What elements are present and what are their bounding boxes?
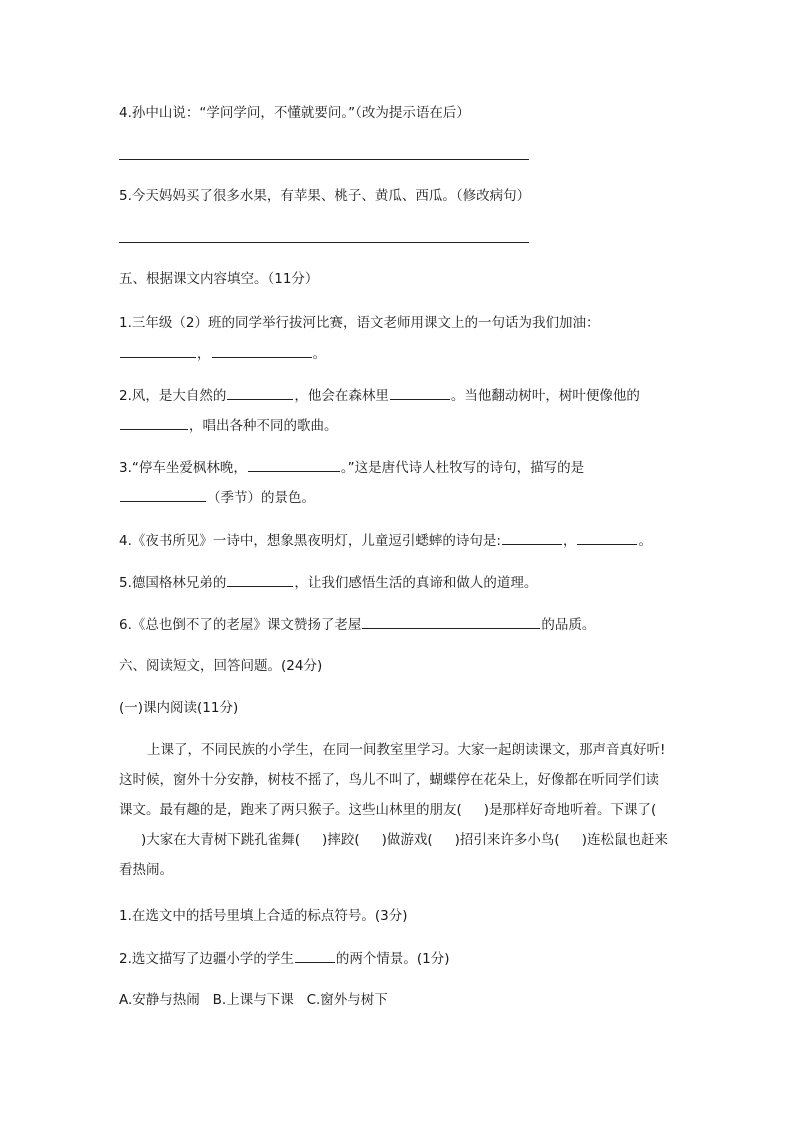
text: 2.风，是大自然的	[119, 388, 227, 404]
section5-title: 五、根据课文内容填空。（11分）	[119, 271, 319, 287]
section6-subtitle: (一)课内阅读(11分)	[119, 700, 239, 716]
s5-item2	[119, 385, 640, 406]
text: ，让我们感悟生活的真谛和做人的道理。	[294, 575, 538, 591]
blank[interactable]	[120, 415, 188, 430]
s5-item3-cont	[119, 487, 315, 508]
paren-blank[interactable]	[560, 825, 582, 855]
s6-q2-options: A.安静与热闹 B.上课与下课 C.窗外与树下	[119, 992, 388, 1008]
text: 的品质。	[541, 617, 596, 633]
blank[interactable]	[295, 948, 335, 963]
blank[interactable]	[577, 530, 637, 545]
passage-line	[119, 825, 679, 855]
s5-item3	[119, 457, 584, 478]
q5-answer-line[interactable]	[119, 242, 529, 243]
blank[interactable]	[227, 385, 293, 400]
text: )招引来许多小鸟(	[454, 832, 560, 848]
paren-blank[interactable]	[300, 825, 322, 855]
text: 6.《总也倒不了的老屋》课文赞扬了老屋	[119, 617, 362, 633]
s5-item6	[119, 614, 595, 635]
q4-answer-line[interactable]	[119, 159, 529, 160]
text: ，唱出各种不同的歌曲。	[189, 418, 338, 434]
blank[interactable]	[362, 614, 540, 629]
blank[interactable]	[120, 343, 196, 358]
blank[interactable]	[212, 343, 312, 358]
reading-passage	[119, 735, 679, 885]
text: )摔跤(	[322, 832, 360, 848]
text: 3.“停车坐爱枫林晚，	[119, 460, 247, 476]
blank[interactable]	[248, 457, 340, 472]
paren-blank[interactable]	[119, 825, 141, 855]
s5-item5	[119, 572, 537, 593]
s5-item1-blanks	[119, 343, 326, 364]
s6-q2	[119, 948, 450, 969]
text: ，他会在森林里	[294, 388, 389, 404]
s5-item2-cont	[119, 415, 338, 436]
period: 。	[638, 533, 652, 549]
text: 2.选文描写了边疆小学的学生	[119, 951, 294, 967]
s5-item1: 1.三年级（2）班的同学举行拔河比赛，语文老师用课文上的一句话为我们加油：	[119, 315, 600, 331]
q5-text: 5.今天妈妈买了很多水果，有苹果、桃子、黄瓜、西瓜。（修改病句）	[119, 188, 531, 204]
blank[interactable]	[227, 572, 293, 587]
paren-blank[interactable]	[433, 825, 455, 855]
s6-q1: 1.在选文中的括号里填上合适的标点符号。(3分)	[119, 908, 408, 924]
blank[interactable]	[390, 385, 450, 400]
s5-item4	[119, 530, 652, 551]
text: 5.德国格林兄弟的	[119, 575, 227, 591]
text: 。当他翻动树叶，树叶便像他的	[450, 388, 640, 404]
passage-line: 这时候，窗外十分安静，树枝不摇了，鸟儿不叫了，蝴蝶停在花朵上，好像都在听同学们读	[119, 772, 659, 788]
period: 。	[312, 346, 326, 362]
text: 的两个情景。(1分)	[335, 951, 450, 967]
comma: ，	[197, 346, 211, 362]
text: )是那样好奇地听着。下课了(	[483, 802, 657, 818]
paren-blank[interactable]	[360, 825, 382, 855]
text: )连松鼠也赶来	[581, 832, 668, 848]
text: )大家在大青树下跳孔雀舞(	[141, 832, 301, 848]
q4-text: 4.孙中山说：“学问学问，不懂就要问。”（改为提示语在后）	[119, 105, 470, 121]
text: （季节）的景色。	[207, 490, 315, 506]
passage-line	[119, 795, 679, 825]
text: 课文。最有趣的是，跑来了两只猴子。这些山林里的朋友(	[119, 802, 462, 818]
text: )做游戏(	[381, 832, 433, 848]
paren-blank[interactable]	[462, 795, 484, 825]
section6-title: 六、阅读短文，回答问题。(24分)	[119, 658, 323, 674]
comma: ，	[562, 533, 577, 549]
blank[interactable]	[120, 487, 206, 502]
text: 。”这是唐代诗人杜牧写的诗句，描写的是	[340, 460, 585, 476]
passage-line: 上课了，不同民族的小学生，在同一间教室里学习。大家一起朗读课文，那声音真好听!	[147, 742, 666, 758]
text: 4.《夜书所见》一诗中，想象黑夜明灯，儿童逗引蟋蟀的诗句是:	[119, 533, 501, 549]
blank[interactable]	[502, 530, 562, 545]
passage-line: 看热闹。	[119, 862, 173, 878]
